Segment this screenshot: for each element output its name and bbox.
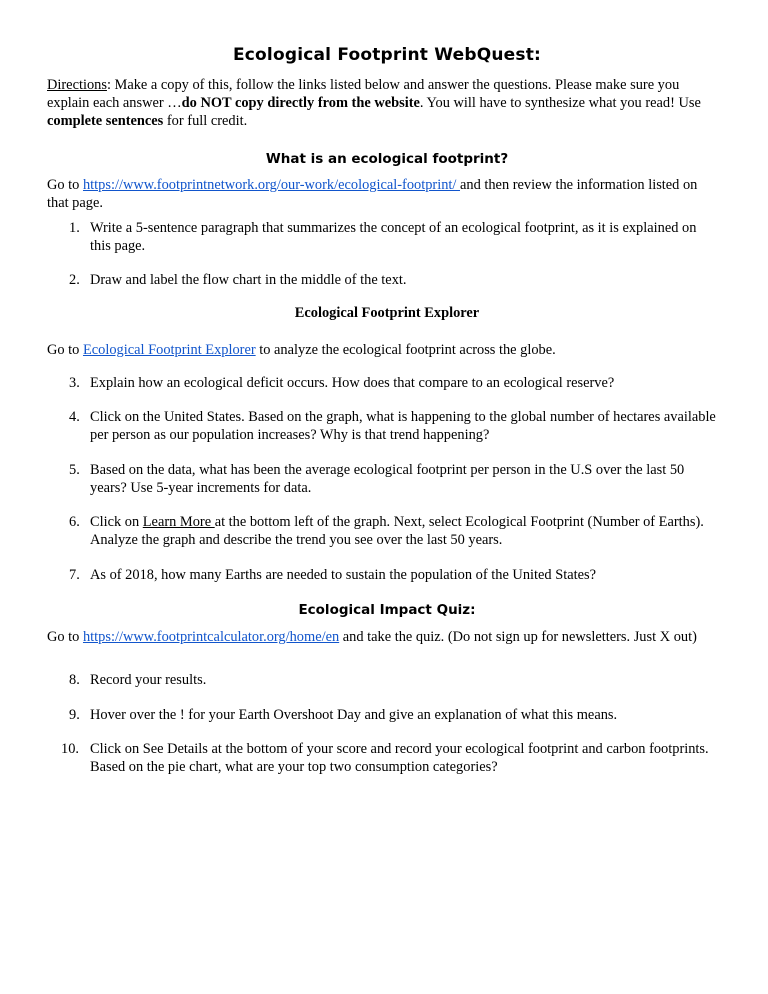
question-3 bbox=[69, 374, 719, 392]
directions-paragraph bbox=[47, 76, 719, 130]
question-number: 1. bbox=[69, 220, 80, 236]
question-text-pre: Click on bbox=[90, 514, 143, 530]
question-7 bbox=[69, 566, 719, 584]
directions-bold-2: complete sentences bbox=[47, 113, 164, 129]
section1-go-to: Go to bbox=[47, 177, 83, 193]
question-2 bbox=[69, 271, 719, 289]
question-number: 2. bbox=[69, 272, 80, 288]
question-text: Write a 5-sentence paragraph that summarizes the concept of an ecological footprint, as it is explained on this page. bbox=[90, 220, 697, 254]
question-9 bbox=[69, 706, 719, 724]
question-5 bbox=[69, 461, 719, 497]
footprint-network-link[interactable]: https://www.footprintnetwork.org/our-work/ecological-footprint/ bbox=[82, 177, 460, 193]
question-text: Record your results. bbox=[90, 672, 207, 688]
question-text: As of 2018, how many Earths are needed to sustain the population of the United States? bbox=[90, 567, 596, 583]
question-10 bbox=[61, 740, 719, 776]
directions-text-3: for full credit. bbox=[163, 113, 248, 129]
section2-go-to: Go to bbox=[47, 342, 83, 358]
question-number: 3. bbox=[69, 375, 80, 391]
section-heading-ecological-footprint: What is an ecological footprint? bbox=[265, 151, 509, 167]
question-text: Draw and label the flow chart in the middle of the text. bbox=[90, 272, 407, 288]
section3-go-to: Go to bbox=[47, 629, 83, 645]
section3-instructions bbox=[47, 628, 719, 646]
section3-after-link: and take the quiz. (Do not sign up for newsletters. Just X out) bbox=[339, 629, 697, 645]
question-number: 9. bbox=[69, 707, 80, 723]
directions-text-1: : Make a copy of this, follow the links listed below and answer the questions. Please make sure you explain each answer … bbox=[47, 77, 680, 111]
directions-text-2: . You will have to synthesize what you read! Use bbox=[419, 95, 701, 111]
section1-instructions bbox=[47, 176, 719, 212]
footprint-explorer-link[interactable]: Ecological Footprint Explorer bbox=[82, 342, 256, 358]
section2-instructions bbox=[47, 341, 719, 359]
question-text: Hover over the ! for your Earth Overshoot Day and give an explanation of what this means. bbox=[90, 707, 618, 723]
page-title: Ecological Footprint WebQuest: bbox=[232, 45, 542, 65]
question-text-post: at the bottom left of the graph. Next, select Ecological Footprint (Number of Earths). Analyze the graph and describe the trend you see over the last 50 years. bbox=[90, 514, 704, 548]
question-number: 10. bbox=[61, 741, 79, 757]
question-4 bbox=[69, 408, 719, 444]
section-heading-footprint-explorer: Ecological Footprint Explorer bbox=[294, 305, 480, 321]
question-8 bbox=[69, 671, 719, 689]
directions-label: Directions bbox=[47, 77, 107, 93]
question-number: 5. bbox=[69, 462, 80, 478]
question-text: Click on the United States. Based on the graph, what is happening to the global number of hectares available per person as our population increases? Why is that trend happening? bbox=[90, 409, 716, 443]
footprint-calculator-link[interactable]: https://www.footprintcalculator.org/home/en bbox=[82, 629, 340, 645]
question-number: 4. bbox=[69, 409, 80, 425]
learn-more-text: Learn More bbox=[142, 514, 215, 530]
question-text: Explain how an ecological deficit occurs. How does that compare to an ecological reserve? bbox=[90, 375, 615, 391]
question-text: Based on the data, what has been the average ecological footprint per person in the U.S over the last 50 years? Use 5-year increments for data. bbox=[90, 462, 685, 496]
directions-bold-1: do NOT copy directly from the website bbox=[181, 95, 420, 111]
question-number: 8. bbox=[69, 672, 80, 688]
question-6 bbox=[69, 513, 719, 549]
question-number: 6. bbox=[69, 514, 80, 530]
question-number: 7. bbox=[69, 567, 80, 583]
question-text: Click on See Details at the bottom of your score and record your ecological footprint and carbon footprints. Based on the pie chart, what are your top two consumption categories? bbox=[90, 741, 709, 775]
section1-after-link: and then review the information listed on that page. bbox=[47, 177, 698, 211]
question-1 bbox=[69, 219, 719, 255]
section2-after-link: to analyze the ecological footprint across the globe. bbox=[255, 342, 556, 358]
section-heading-impact-quiz: Ecological Impact Quiz: bbox=[298, 602, 476, 618]
